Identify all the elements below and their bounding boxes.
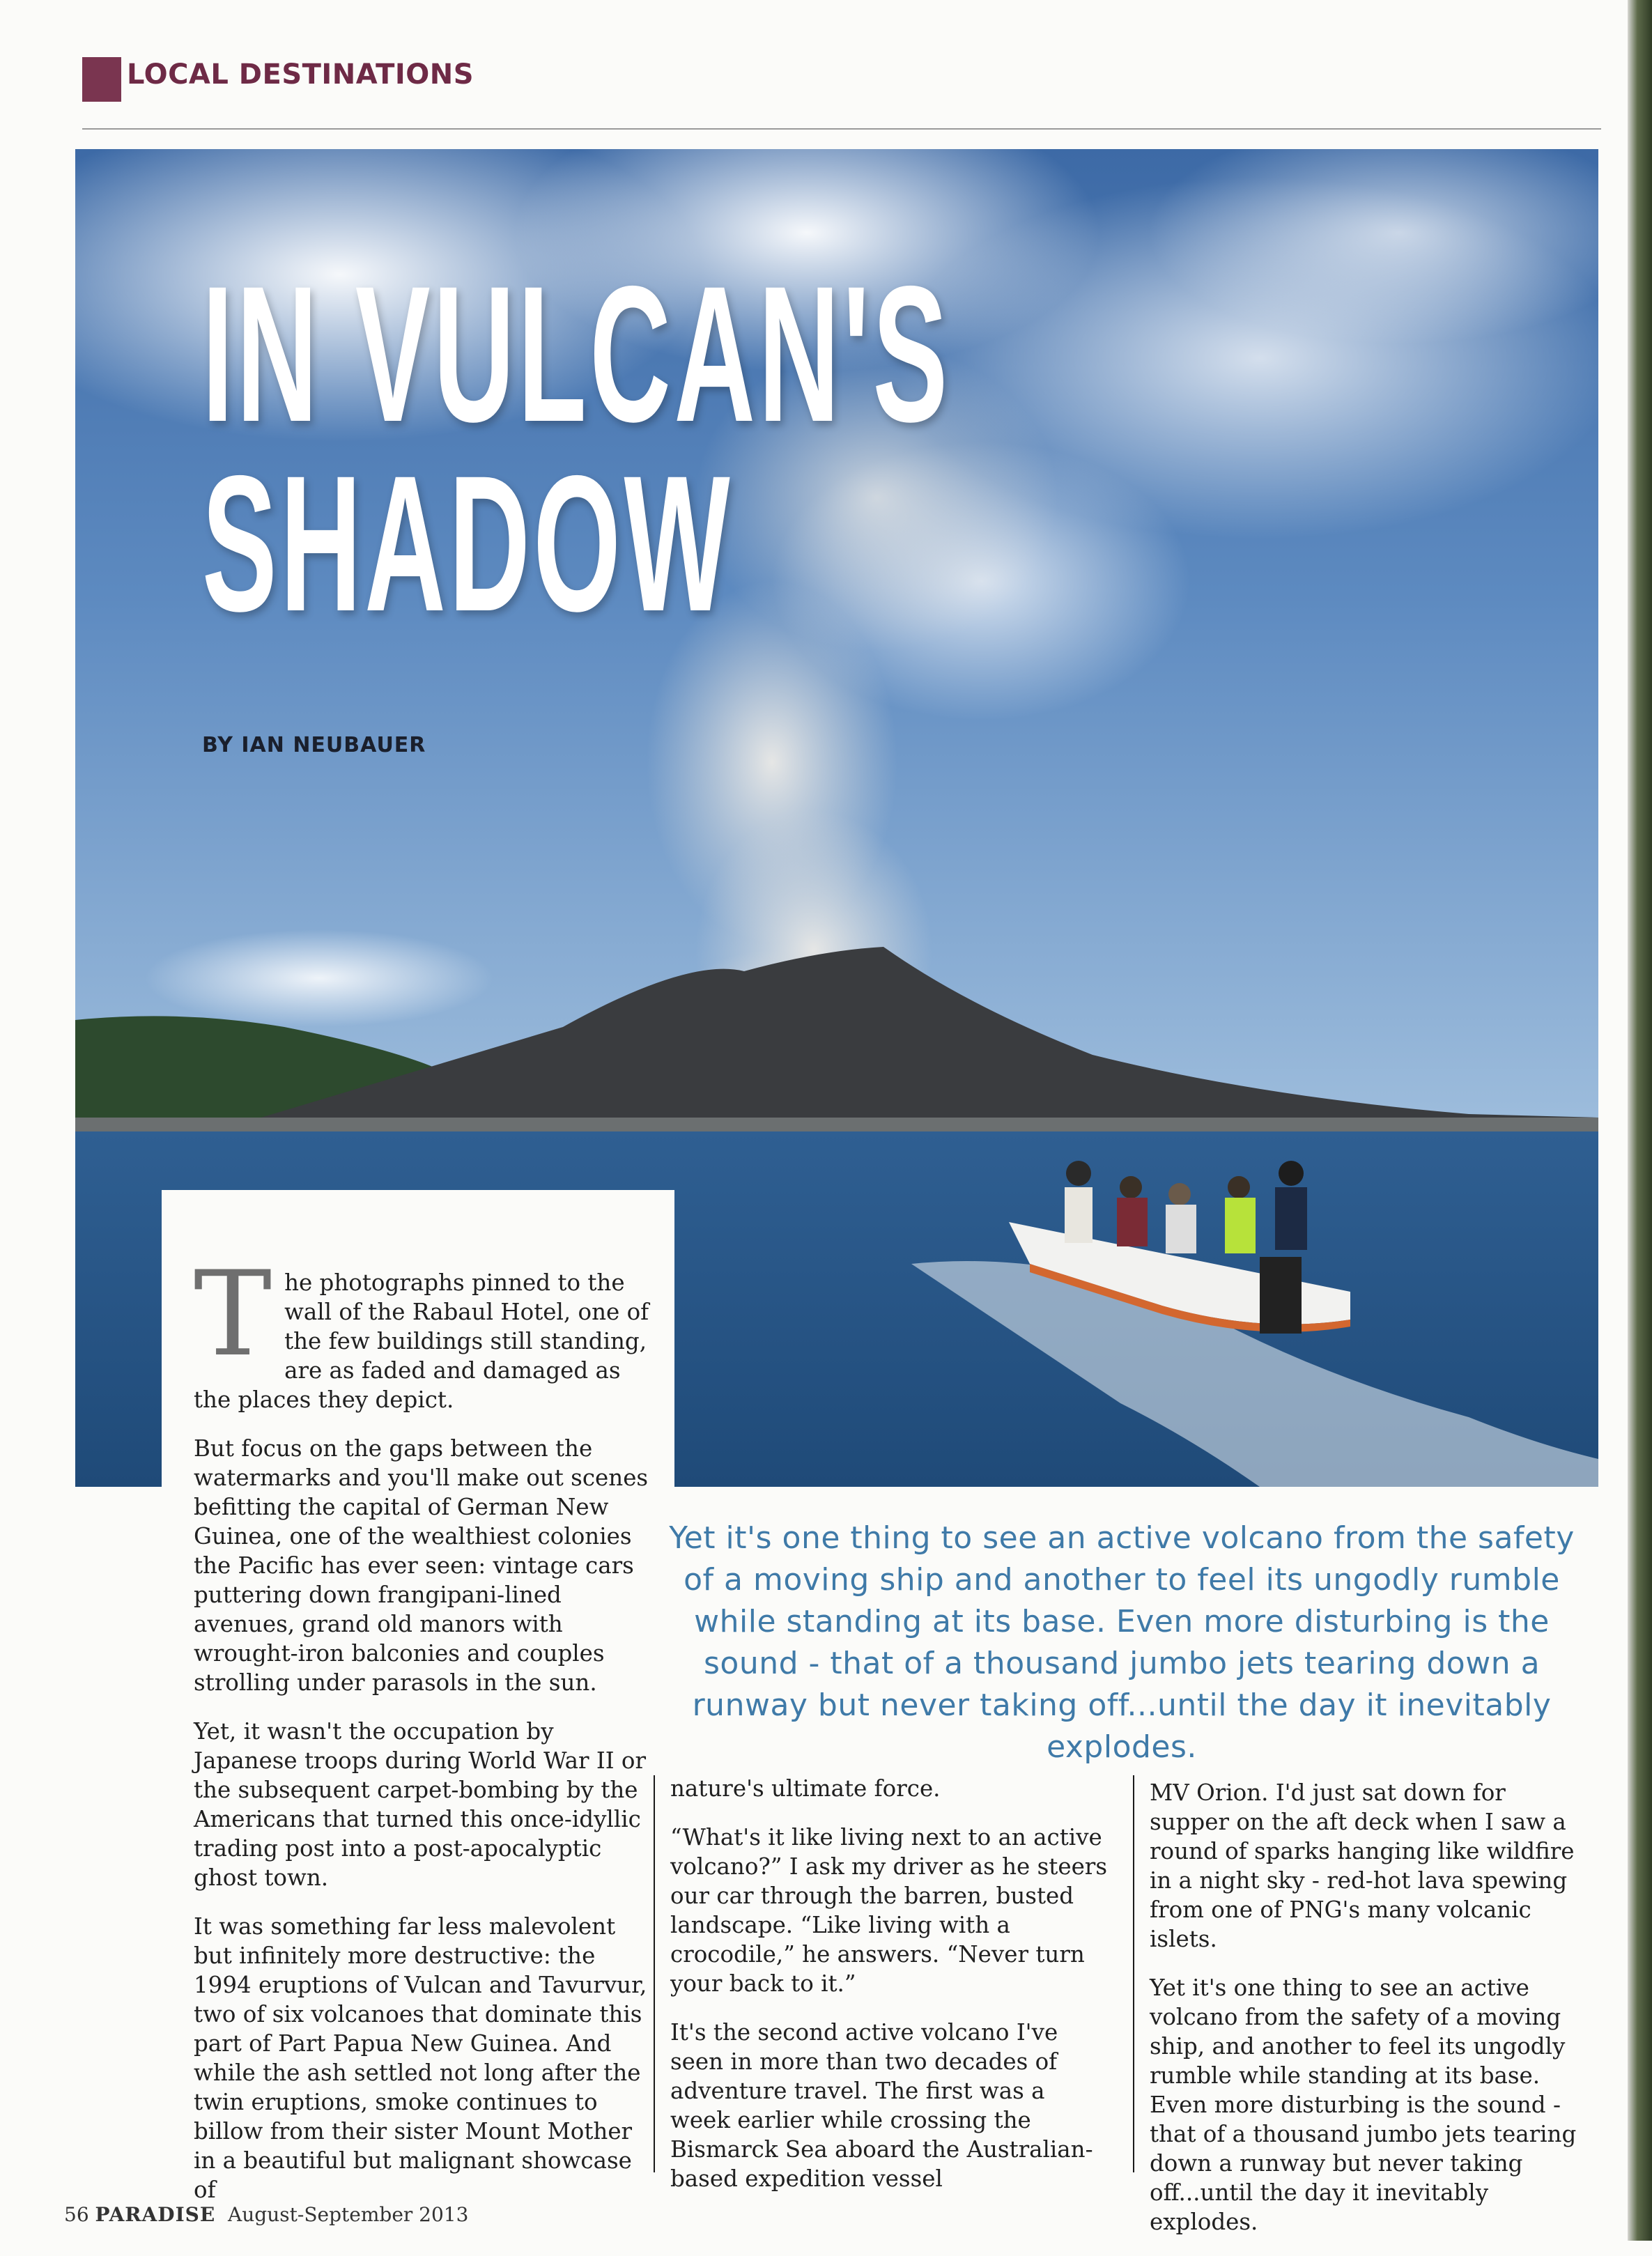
column-divider [1133,1775,1134,2172]
adjacent-page-edge [1628,0,1652,2241]
column-2 [670,1774,1111,2213]
page-footer [64,2203,468,2226]
paragraph: Yet, it wasn't the occupation by Japanese troops during World War II or the subsequent carpet-bombing by the Americans that turned this once-idyllic trading post into a post-apocalyptic ghost town. [194,1718,647,1891]
column-1 [194,1246,654,2224]
paragraph: “What's it like living next to an active volcano?” I ask my driver as he steers our car through the barren, busted landscape. “Like living with a crocodile,” he answers. “Never turn your back to it.” [670,1824,1108,1997]
pull-quote: Yet it's one thing to see an active volcano from the safety of a moving ship and another to feel its ungodly rumble while standing at its base. Even more disturbing is the sound - that of a thousand jumbo jets tearing down a runway but never taking off...until the day it inevitably explodes. [669,1520,1575,1765]
paragraph: It was something far less malevolent but infinitely more destructive: the 1994 eruptions of Vulcan and Tavurvur, two of six volcanoes that dominate this part of Part Papua New Guinea. And while the ash settled not long after the twin eruptions, smoke continues to billow from their sister Mount Mother in a beautiful but malignant showcase of [194,1913,647,2203]
paragraph: It's the second active volcano I've seen in more than two decades of adventure travel. The first was a week earlier while crossing the Bismarck Sea aboard the Australian-based expedition vessel [670,2019,1093,2192]
opening-paragraph [194,1246,654,1414]
section-color-block [82,57,121,102]
article-headline [202,245,951,652]
headline-line-2: SHADOW [202,435,734,652]
issue-date: August-September 2013 [228,2203,469,2226]
column-divider [654,1775,655,2172]
drop-cap: T [194,1246,272,1382]
byline: BY IAN NEUBAUER [202,733,426,757]
paragraph: MV Orion. I'd just sat down for supper on the aft deck when I saw a round of sparks hanging like wildfire in a night sky - red-hot lava spewing from one of PNG's many volcanic islets. [1150,1779,1575,1952]
column-3 [1150,1778,1587,2256]
paragraph-text: he photographs pinned to the wall of the Rabaul Hotel, one of the few buildings still standing, are as faded and damaged as the places they depict. [194,1269,649,1413]
header-rule [82,128,1601,130]
page-number: 56 [64,2203,89,2226]
paragraph: nature's ultimate force. [670,1775,941,1802]
magazine-name: PARADISE [95,2203,216,2226]
headline-line-1: IN VULCAN'S [202,245,951,462]
section-label: LOCAL DESTINATIONS [127,59,474,91]
paragraph: Yet it's one thing to see an active volcano from the safety of a moving ship, and another to feel its ungodly rumble while standing at its base. Even more disturbing is the sound - that of a thousand jumbo jets tearing down a runway but never taking off...until the day it inevitably explodes. [1150,1975,1577,2235]
paragraph: But focus on the gaps between the watermarks and you'll make out scenes befitting the capital of German New Guinea, one of the wealthiest colonies the Pacific has ever seen: vintage cars puttering down frangipani-lined avenues, grand old manors with wrought-iron balconies and couples strolling under parasols in the sun. [194,1435,649,1696]
